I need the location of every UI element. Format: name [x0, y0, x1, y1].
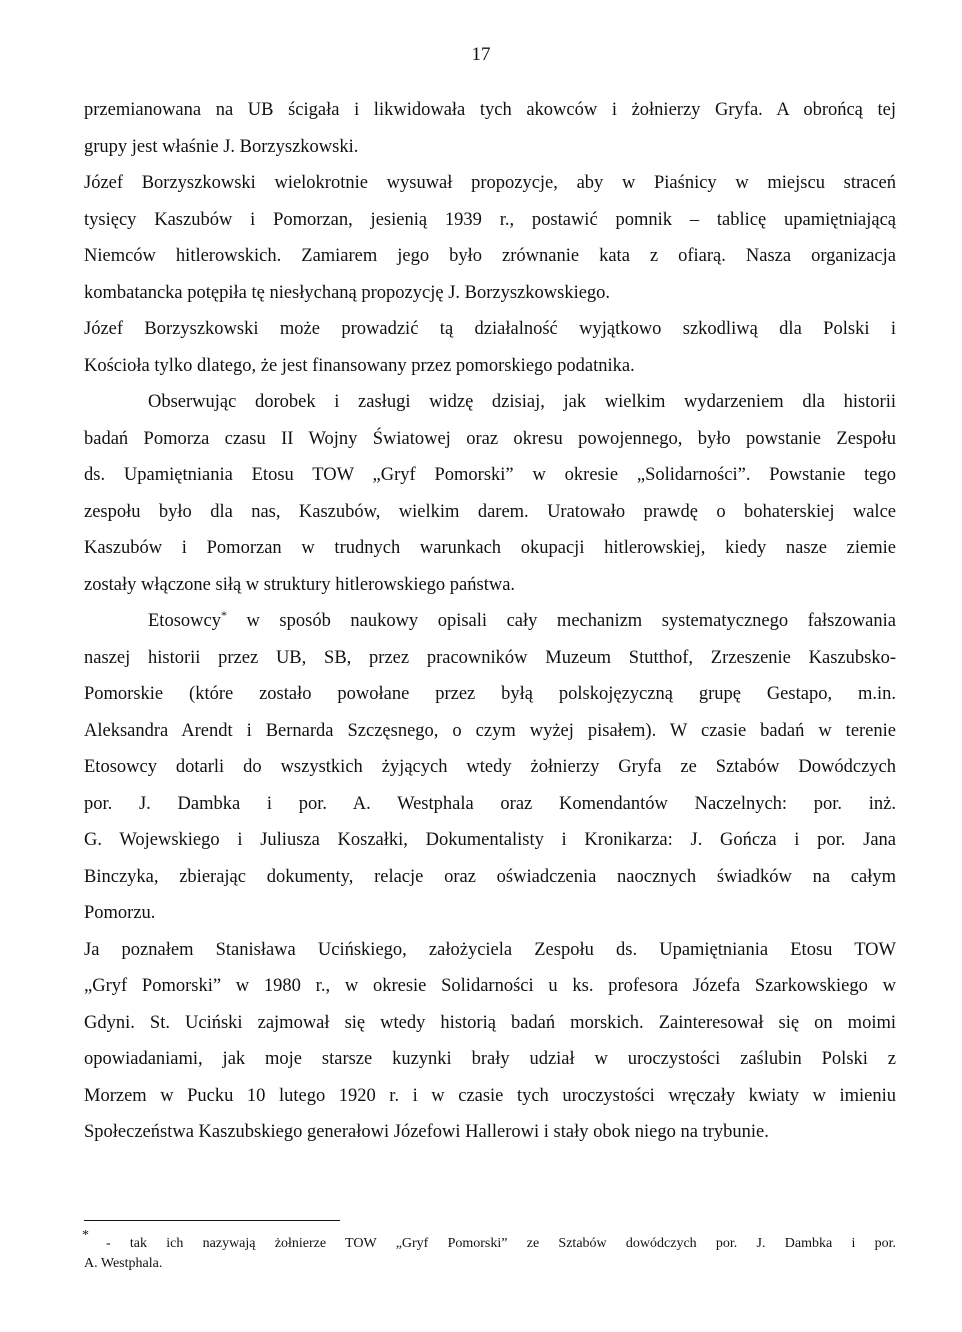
footnote-line: A. Westphala. [84, 1256, 163, 1271]
text-line: G. Wojewskiego i Juliusza Koszałki, Dokumentalisty i Kronikarza: J. Gończa i por. Jana [84, 830, 896, 850]
text-line: Aleksandra Arendt i Bernarda Szczęsnego, o czym wyżej pisałem). W czasie badań w terenie [84, 720, 896, 741]
text-line: Józef Borzyszkowski wielokrotnie wysuwał propozycje, aby w Piaśnicy w miejscu straceń [84, 173, 896, 193]
text-line: Obserwując dorobek i zasługi widzę dzisiaj, jak wielkim wydarzeniem dla historii [148, 392, 896, 412]
footnote-marker: * [82, 1228, 89, 1243]
text-line: Niemców hitlerowskich. Zamiarem jego było zrównanie kata z ofiarą. Nasza organizacja [84, 246, 896, 266]
page-number: 17 [471, 44, 491, 65]
text-line: ds. Upamiętniania Etosu TOW „Gryf Pomorski” w okresie „Solidarności”. Powstanie tego [84, 465, 896, 485]
text-line: Pomorskie (które zostało powołane przez byłą polskojęzyczną grupę Gestapo, m.in. [84, 684, 896, 704]
text-line: grupy jest właśnie J. Borzyszkowski. [84, 136, 359, 157]
footnote [82, 1228, 896, 1274]
footnote-reference: * [220, 607, 227, 622]
text-line: zostały włączone siłą w struktury hitlerowskiego państwa. [84, 574, 516, 595]
text-line: Gdyni. St. Uciński zajmował się wtedy historią badań morskich. Zainteresował się on moimi [84, 1012, 896, 1033]
text-line: kombatancka potępiła tę niesłychaną propozycję J. Borzyszkowskiego. [84, 282, 611, 303]
text-line [84, 603, 896, 640]
text-line-rest: w sposób naukowy opisali cały mechanizm systematycznego fałszowania [246, 611, 896, 631]
text-line: Morzem w Pucku 10 lutego 1920 r. i w czasie tych uroczystości wręczały kwiaty w imieniu [84, 1085, 896, 1106]
text-line: opowiadaniami, jak moje starsze kuzynki brały udział w uroczystości zaślubin Polski z [84, 1049, 896, 1069]
text-line: zespołu było dla nas, Kaszubów, wielkim darem. Uratowało prawdę o bohaterskiej walce [84, 501, 896, 522]
text-line: Kościoła tylko dlatego, że jest finansowany przez pomorskiego podatnika. [84, 355, 635, 376]
text-line: Etosowcy dotarli do wszystkich żyjących wtedy żołnierzy Gryfa ze Sztabów Dowódczych [84, 757, 896, 777]
footnote-line: - tak ich nazywają żołnierze TOW „Gryf Pomorski” ze Sztabów dowódczych por. J. Dambka i por. [106, 1236, 896, 1251]
text-line: Pomorzu. [84, 903, 156, 923]
text-line: przemianowana na UB ścigała i likwidowała tych akowców i żołnierzy Gryfa. A obrońcą tej [84, 100, 896, 120]
footnote-divider [84, 1220, 340, 1221]
body-text [84, 92, 896, 1151]
text-line: por. J. Dambka i por. A. Westphala oraz Komendantów Naczelnych: por. inż. [84, 793, 896, 814]
text-line: Społeczeństwa Kaszubskiego generałowi Józefowi Hallerowi i stały obok niego na trybunie. [84, 1122, 769, 1142]
text-line: tysięcy Kaszubów i Pomorzan, jesienią 1939 r., postawić pomnik – tablicę upamiętniającą [84, 209, 896, 230]
text-line: Kaszubów i Pomorzan w trudnych warunkach okupacji hitlerowskiej, kiedy nasze ziemie [84, 538, 896, 558]
text-line: „Gryf Pomorski” w 1980 r., w okresie Solidarności u ks. profesora Józefa Szarkowskiego w [84, 976, 896, 996]
text-line: badań Pomorza czasu II Wojny Światowej oraz okresu powojennego, było powstanie Zespołu [84, 428, 896, 449]
text-line: Binczyka, zbierając dokumenty, relacje oraz oświadczenia naocznych świadków na całym [84, 866, 896, 887]
text-line: Józef Borzyszkowski może prowadzić tą działalność wyjątkowo szkodliwą dla Polski i [84, 319, 896, 339]
text-line: naszej historii przez UB, SB, przez pracowników Muzeum Stutthof, Zrzeszenie Kaszubsko- [84, 647, 896, 668]
text-line: Ja poznałem Stanisława Ucińskiego, założyciela Zespołu ds. Upamiętniania Etosu TOW [84, 939, 896, 960]
etosowcy-word: Etosowcy [148, 611, 221, 631]
